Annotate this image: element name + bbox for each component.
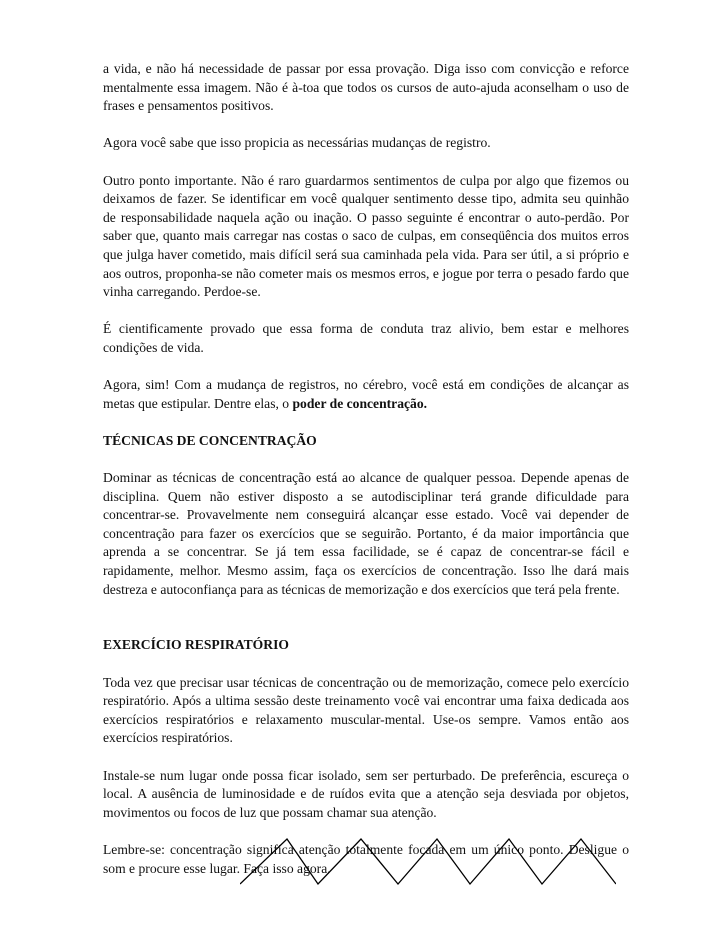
zigzag-figure bbox=[240, 836, 616, 886]
paragraph-goals bbox=[103, 376, 629, 413]
paragraph-breathing-intro: Toda vez que precisar usar técnicas de concentração ou de memorização, comece pelo exercício respiratório. Após a ultima sessão deste treinamento você vai encontrar uma faixa dedicada aos exercícios respiratórios e relaxamento muscular-mental. Use-os sempre. Vamos então aos exercícios respiratórios. bbox=[103, 674, 629, 746]
zigzag-line bbox=[240, 839, 616, 884]
document-page bbox=[103, 60, 629, 897]
paragraph-registry-changes: Agora você sabe que isso propicia as necessárias mudanças de registro. bbox=[103, 135, 491, 151]
paragraph-concentration: Dominar as técnicas de concentração está ao alcance de qualquer pessoa. Depende apenas de disciplina. Quem não estiver disposto a se autodisciplinar terá grande dificuldade para concentrar-se. Provavelmente nem conseguirá alcançar esse estado. Você vai depender de concentração para fazer os exercícios que se seguirão. Portanto, é da maior importância que aprenda a se concentrar. Se já tem essa facilidade, se é capaz de concentrar-se fácil e rapidamente, melhor. Mesmo assim, faça os exercícios de concentração. Isso lhe dará mais destreza e autoconfiança para as técnicas de memorização e dos exercícios que terá pela frente. bbox=[103, 470, 629, 597]
section-title-concentration: TÉCNICAS DE CONCENTRAÇÃO bbox=[103, 432, 317, 448]
paragraph-scientific-proof: É cientificamente provado que essa forma de conduta traz alivio, bem estar e melhores condições de vida. bbox=[103, 321, 629, 355]
paragraph-isolated-place: Instale-se num lugar onde possa ficar isolado, sem ser perturbado. De preferência, escureça o local. A ausência de luminosidade e de ruídos evita que a atenção seja desviada por objetos, movimentos ou focos de luz que possam chamar sua atenção. bbox=[103, 767, 629, 820]
paragraph-guilt: Outro ponto importante. Não é raro guardarmos sentimentos de culpa por algo que fizemos ou deixamos de fazer. Se identificar em você qualquer sentimento desse tipo, admita seu quinhão de responsabilidade naquela ação ou inação. O passo seguinte é encontrar o auto-perdão. Por saber que, quanto mais carregar nas costas o saco de culpas, em conseqüência dos muitos erros que julga haver cometido, mais difícil será sua caminhada pela vida. Para ser útil, a si próprio e aos outros, proponha-se não cometer mais os mesmos erros, e jogue por terra o pesado fardo que vinha carregando. Perdoe-se. bbox=[103, 172, 629, 300]
paragraph-positive-thoughts: a vida, e não há necessidade de passar por essa provação. Diga isso com convicção e reforce mentalmente essa imagem. Não é à-toa que todos os cursos de auto-ajuda aconselham o uso de frases e pensamentos positivos. bbox=[103, 61, 629, 114]
paragraph-goals-bold: poder de concentração. bbox=[292, 395, 428, 411]
section-title-breathing: EXERCÍCIO RESPIRATÓRIO bbox=[103, 637, 289, 653]
spacer bbox=[103, 618, 629, 637]
paragraph-goals-text: Agora, sim! Com a mudança de registros, no cérebro, você está em condições de alcançar as metas que estipular. Dentre elas, o bbox=[103, 377, 629, 411]
paragraph-remember: Lembre-se: concentração significa atenção totalmente focada em um único ponto. Desligue o som e procure esse lugar. Faça isso agora. bbox=[103, 841, 629, 876]
